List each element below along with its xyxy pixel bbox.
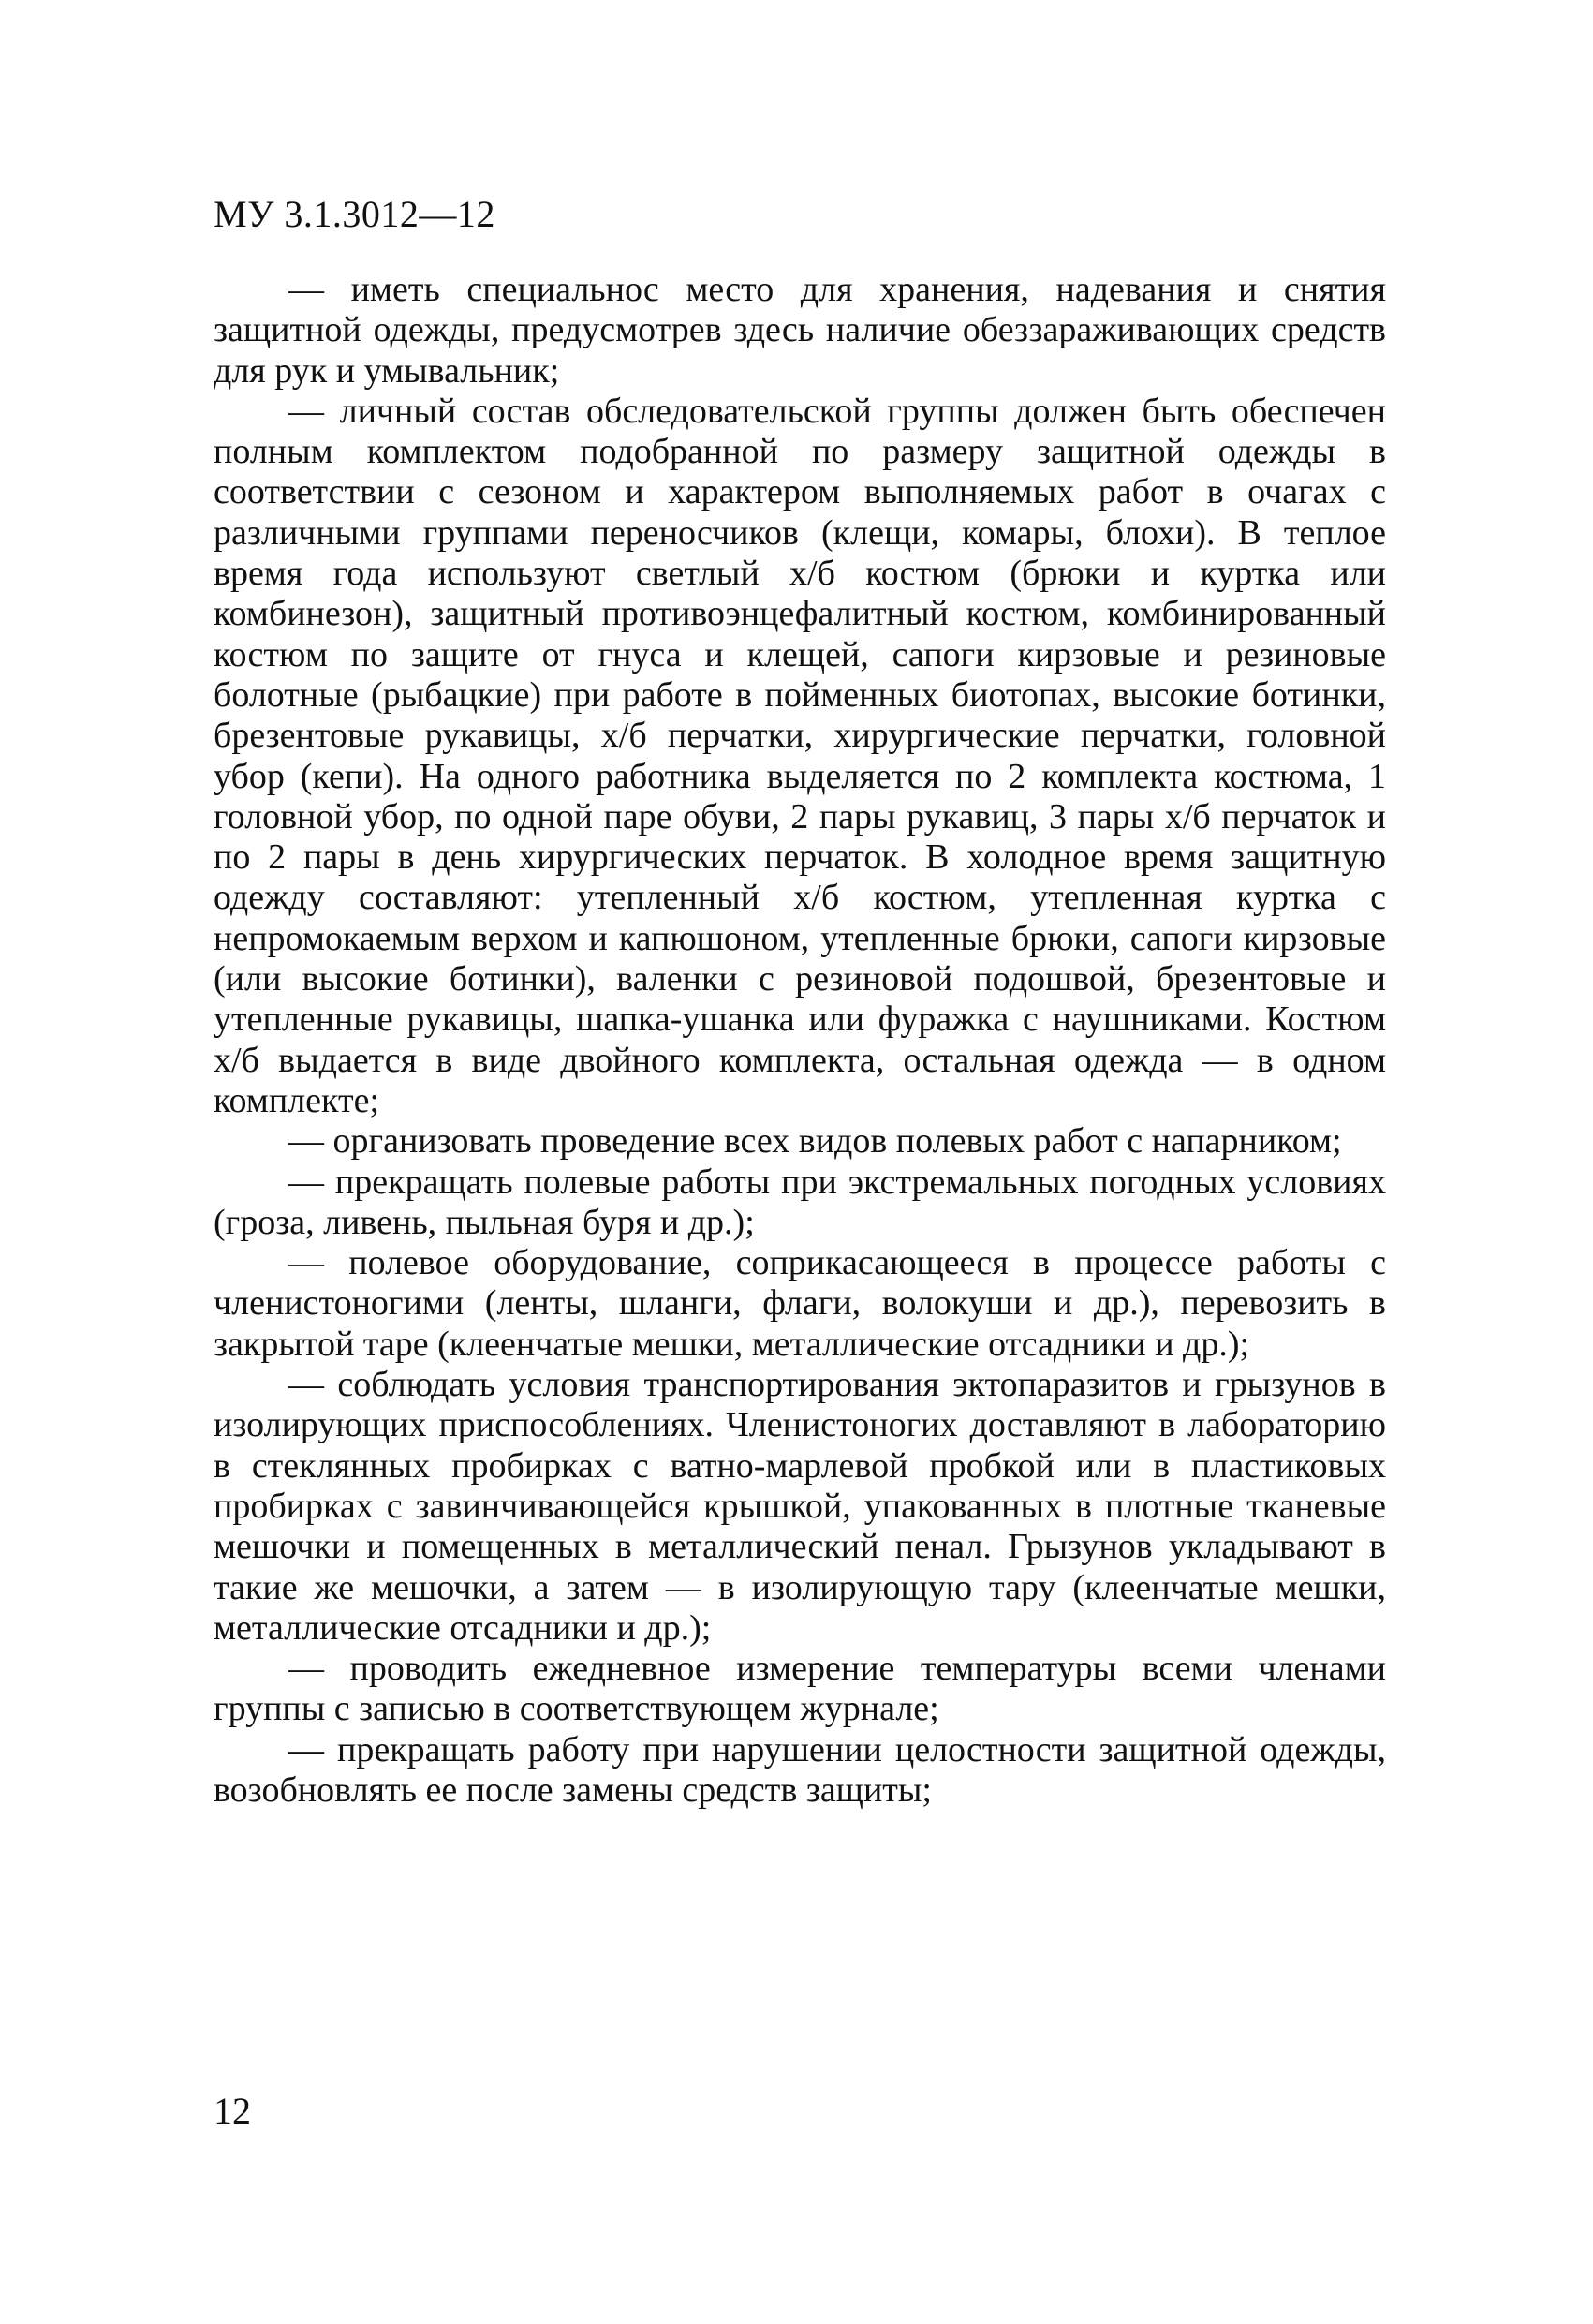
document-code-header: МУ 3.1.3012—12 xyxy=(214,193,495,235)
paragraph-protective-clothing-sets: — личный состав обследовательской группы должен быть обеспечен полным комплектом подобранной по размеру защитной одежды в соответствии с сезоном и характером выполняемых работ в очагах с различными группами переносчиков (клещи, комары, блохи). В теплое время года используют светлый х/б костюм (брюки и куртка или комбинезон), защитный противоэнцефалитный костюм, комбинированный костюм по защите от гнуса и клещей, сапоги кирзовые и резиновые болотные (рыбацкие) при работе в пойменных биотопах, высокие ботинки, брезентовые рукавицы, х/б перчатки, хирургические перчатки, головной убор (кепи). На одного работника выделяется по 2 комплекта костюма, 1 головной убор, по одной паре обуви, 2 пары рукавиц, 3 пары х/б перчаток и по 2 пары в день хирургических перчаток. В холодное время защитную одежду составляют: утепленный х/б костюм, утепленная куртка с непромокаемым верхом и капюшоном, утепленные брюки, сапоги кирзовые (или высокие ботинки), валенки с резиновой подошвой, брезентовые и утепленные рукавицы, шапка-ушанка или фуражка с наушниками. Костюм х/б выдается в виде двойного комплекта, остальная одежда — в одном комплекте; xyxy=(214,391,1386,1120)
paragraph-extreme-weather: — прекращать полевые работы при экстремальных погодных условиях (гроза, ливень, пыльная буря и др.); xyxy=(214,1162,1386,1242)
paragraph-work-with-partner: — организовать проведение всех видов полевых работ с напарником; xyxy=(288,1121,1342,1162)
paragraph-protective-clothing-place: — иметь специальнос место для хранения, надевания и снятия защитной одежды, предусмотрев здесь наличие обеззараживающих средств для рук и умывальник; xyxy=(214,270,1386,391)
paragraph-temperature-measurement: — проводить ежедневное измерение температуры всеми членами группы с записью в соответствующем журнале; xyxy=(214,1649,1386,1729)
page-number: 12 xyxy=(214,2090,251,2132)
document-body xyxy=(214,270,1386,1811)
paragraph-clothing-integrity: — прекращать работу при нарушении целостности защитной одежды, возобновлять ее после замены средств защиты; xyxy=(214,1729,1386,1810)
paragraph-ectoparasite-transport: — соблюдать условия транспортирования эктопаразитов и грызунов в изолирующих приспособлениях. Членистоногих доставляют в лабораторию в стеклянных пробирках с ватно-марлевой пробкой или в пластиковых пробирках с завинчивающейся крышкой, упакованных в плотные тканевые мешочки и помещенных в металлический пенал. Грызунов укладывают в такие же мешочки, а затем — в изолирующую тару (клеенчатые мешки, металлические отсадники и др.); xyxy=(214,1365,1386,1648)
paragraph-field-equipment-transport: — полевое оборудование, соприкасающееся в процессе работы с членистоногими (ленты, шланги, флаги, волокуши и др.), перевозить в закрытой таре (клеенчатые мешки, металлические отсадники и др.); xyxy=(214,1243,1386,1364)
